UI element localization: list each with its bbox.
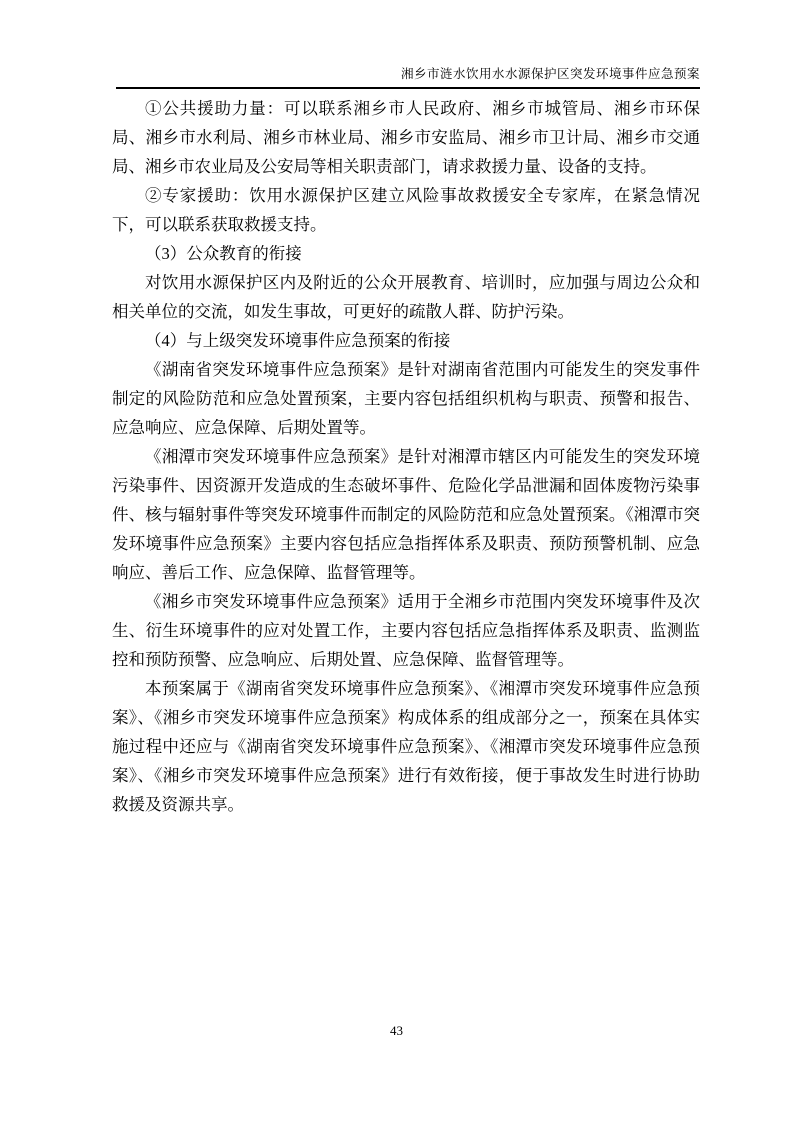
paragraph-xiangtan-plan: 《湘潭市突发环境事件应急预案》是针对湘潭市辖区内可能发生的突发环境污染事件、因资源开发造成的生态破坏事件、危险化学品泄漏和固体废物污染事件、核与辐射事件等突发环境事件而制定的风险防范和应急处置预案。《湘潭市突发环境事件应急预案》主要内容包括应急指挥体系及职责、预防预警机制、应急响应、善后工作、应急保障、监督管理等。 xyxy=(112,447,700,582)
heading-upper-level-plan: （4）与上级突发环境事件应急预案的衔接 xyxy=(145,331,451,350)
page-header xyxy=(116,64,700,89)
paragraph-plan-system: 本预案属于《湖南省突发环境事件应急预案》、《湘潭市突发环境事件应急预案》、《湘乡市突发环境事件应急预案》构成体系的组成部分之一，预案在具体实施过程中还应与《湖南省突发环境事件应急预案》、《湘潭市突发环境事件应急预案》、《湘乡市突发环境事件应急预案》进行有效衔接，便于事故发生时进行协助救援及资源共享。 xyxy=(112,679,700,814)
page-number: 43 xyxy=(390,1023,403,1038)
heading-public-education: （3）公众教育的衔接 xyxy=(145,244,302,263)
paragraph-hunan-plan: 《湖南省突发环境事件应急预案》是针对湖南省范围内可能发生的突发事件制定的风险防范和应急处置预案，主要内容包括组织机构与职责、预警和报告、应急响应、应急保障、后期处置等。 xyxy=(112,360,700,437)
paragraph-public-education: 对饮用水源保护区内及附近的公众开展教育、培训时，应加强与周边公众和相关单位的交流，如发生事故，可更好的疏散人群、防护污染。 xyxy=(112,273,700,321)
page-footer xyxy=(0,1022,793,1040)
paragraph-xiangxiang-plan: 《湘乡市突发环境事件应急预案》适用于全湘乡市范围内突发环境事件及次生、衍生环境事件的应对处置工作，主要内容包括应急指挥体系及职责、监测监控和预防预警、应急响应、后期处置、应急保障、监督管理等。 xyxy=(112,592,700,669)
header-title: 湘乡市涟水饮用水水源保护区突发环境事件应急预案 xyxy=(400,67,700,81)
document-body xyxy=(112,94,700,819)
paragraph-expert-aid: ②专家援助：饮用水源保护区建立风险事故救援安全专家库，在紧急情况下，可以联系获取救援支持。 xyxy=(112,186,700,234)
paragraph-public-aid: ①公共援助力量：可以联系湘乡市人民政府、湘乡市城管局、湘乡市环保局、湘乡市水利局、湘乡市林业局、湘乡市安监局、湘乡市卫计局、湘乡市交通局、湘乡市农业局及公安局等相关职责部门，请求救援力量、设备的支持。 xyxy=(112,99,700,176)
